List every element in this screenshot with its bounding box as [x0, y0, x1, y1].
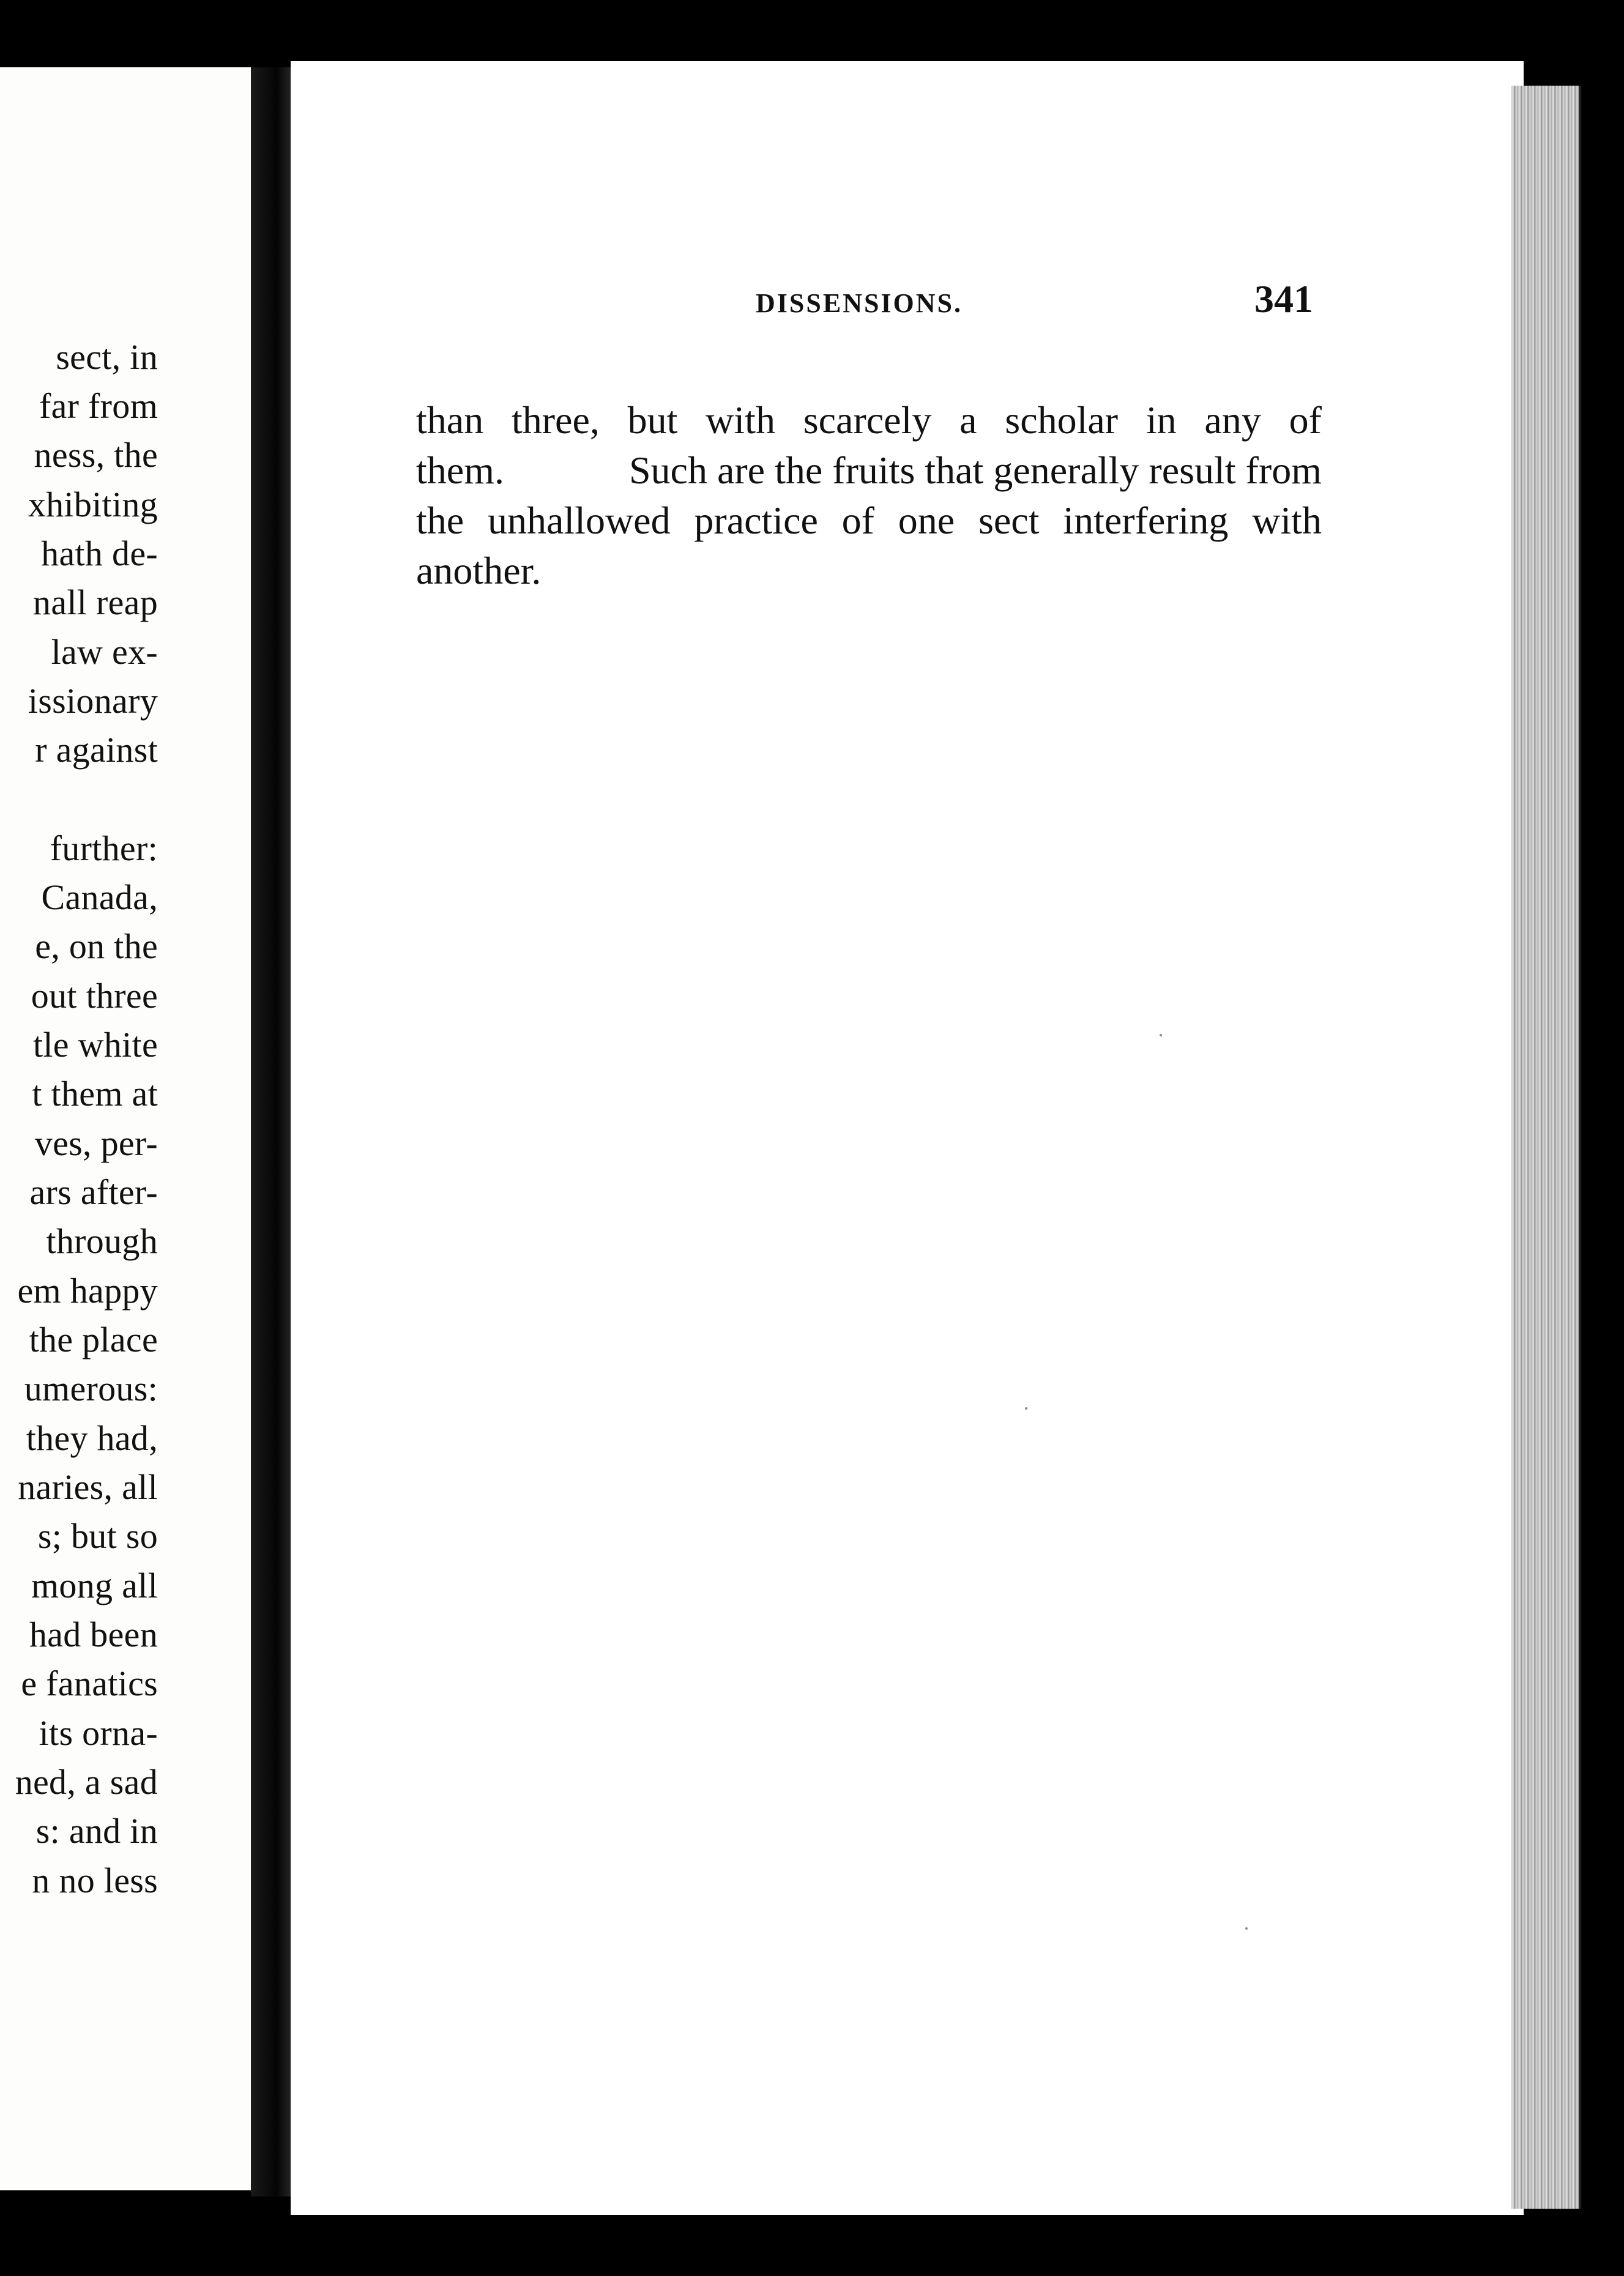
left-page-line: naries, all	[18, 1467, 158, 1507]
word: of	[1289, 398, 1322, 442]
paper-speck	[1025, 1407, 1027, 1410]
left-page	[0, 67, 251, 2190]
left-page-line: issionary	[28, 681, 158, 721]
running-title: DISSENSIONS.	[756, 288, 963, 318]
word: of	[841, 499, 874, 542]
body-line	[416, 498, 1322, 548]
left-page-line: xhibiting	[28, 485, 158, 524]
left-page-line: its orna-	[39, 1713, 158, 1753]
left-page-line: out three	[31, 976, 158, 1016]
left-page-line: ars after-	[29, 1172, 158, 1212]
word: Such are the fruits that generally result from	[628, 448, 1322, 492]
word: but	[627, 398, 678, 442]
paper-speck	[1160, 1034, 1162, 1036]
left-page-line: law ex-	[51, 632, 158, 672]
left-page-line: hath de-	[41, 534, 158, 573]
left-page-line: e fanatics	[21, 1664, 158, 1703]
left-page-line: sect, in	[56, 337, 158, 377]
word: unhallowed	[487, 499, 671, 542]
body-line	[416, 548, 1322, 598]
word: a	[959, 398, 977, 442]
word: three,	[511, 398, 600, 442]
left-page-line: ves, per-	[34, 1123, 158, 1163]
left-page-line: through	[46, 1221, 158, 1261]
left-page-line: tle white	[32, 1025, 158, 1065]
left-page-line: ness, the	[34, 435, 158, 475]
paper-speck	[1245, 1927, 1248, 1930]
body-line	[416, 448, 1322, 498]
word: in	[1145, 398, 1177, 442]
left-page-line: em happy	[17, 1271, 158, 1311]
left-page-line: r against	[35, 730, 158, 770]
word: sect	[978, 499, 1040, 542]
left-page-line: umerous:	[24, 1369, 158, 1408]
word: any	[1204, 398, 1261, 442]
word: interfering	[1063, 499, 1229, 542]
page-edges	[1511, 86, 1581, 2209]
left-page-line: t them at	[32, 1074, 158, 1114]
word: practice	[694, 499, 818, 542]
left-page-line: had been	[29, 1615, 158, 1654]
left-page-line: further:	[50, 828, 158, 868]
book-gutter	[251, 67, 294, 2196]
word: scholar	[1005, 398, 1119, 442]
word: the	[416, 499, 464, 542]
page-header	[291, 277, 1524, 332]
body-text	[416, 398, 1322, 598]
left-page-line: far from	[39, 386, 158, 426]
left-page-line: nall reap	[33, 582, 158, 622]
word: them.	[416, 448, 504, 492]
page-number: 341	[1254, 277, 1313, 321]
left-page-line: n no less	[32, 1861, 158, 1900]
left-page-line: ned, a sad	[15, 1762, 158, 1802]
word: scarcely	[803, 398, 932, 442]
word: one	[898, 499, 955, 542]
word: with	[1252, 499, 1322, 542]
left-page-line: s; but so	[37, 1516, 158, 1556]
word: another.	[416, 549, 542, 592]
left-page-line: Canada,	[41, 877, 158, 917]
left-page-line: they had,	[26, 1418, 158, 1458]
left-page-line: mong all	[31, 1566, 158, 1605]
left-page-line: the place	[29, 1320, 158, 1359]
left-page-line: e, on the	[35, 926, 158, 966]
word: than	[416, 398, 484, 442]
right-page	[291, 61, 1524, 2215]
body-line	[416, 398, 1322, 448]
word: with	[706, 398, 775, 442]
left-page-line: s: and in	[35, 1811, 158, 1851]
